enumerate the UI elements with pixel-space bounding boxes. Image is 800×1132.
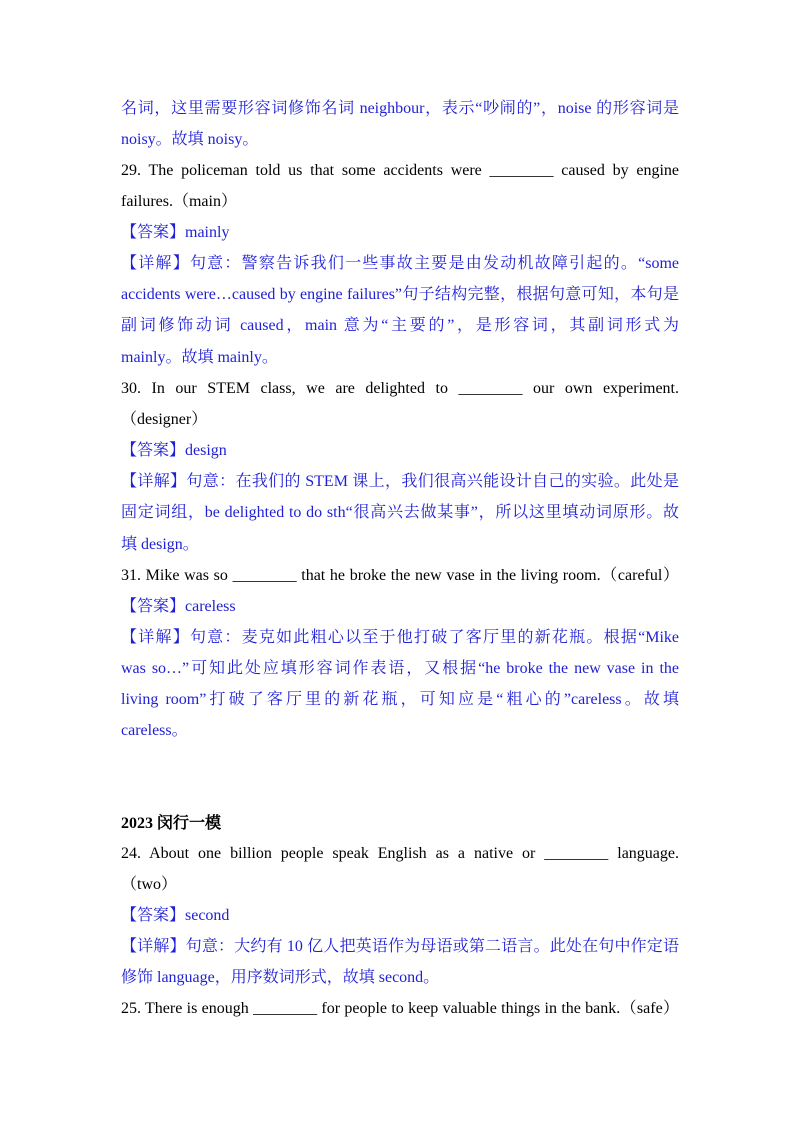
question-31-line-1: 31. Mike was so ________ that he broke the new vase in the living room.（careful）	[121, 567, 679, 584]
question-24-line-1: 24. About one billion people speak English as a native or ________ language.	[121, 845, 679, 862]
explanation-31-line-2: was so…”可知此处应填形容词作表语，又根据“he broke the new vase in the	[121, 660, 679, 677]
answer-30: 【答案】design	[121, 442, 227, 459]
explanation-28-line-1: 名词，这里需要形容词修饰名词 neighbour，表示“吵闹的”，noise 的形容词是	[121, 100, 679, 117]
question-24-line-2: （two）	[121, 876, 178, 893]
question-29-line-1: 29. The policeman told us that some accidents were ________ caused by engine	[121, 162, 679, 179]
answer-29: 【答案】mainly	[121, 224, 230, 241]
explanation-29-line-4: mainly。故填 mainly。	[121, 349, 278, 366]
explanation-30-line-2: 固定词组，be delighted to do sth“很高兴去做某事”，所以这里填动词原形。故	[121, 504, 679, 521]
explanation-31-line-1: 【详解】句意：麦克如此粗心以至于他打破了客厅里的新花瓶。根据“Mike	[121, 629, 679, 646]
explanation-31-line-3: living room”打破了客厅里的新花瓶，可知应是“粗心的”careless。故填	[121, 691, 679, 708]
explanation-29-line-3: 副词修饰动词 caused，main 意为“主要的”，是形容词，其副词形式为	[121, 317, 679, 334]
explanation-30-line-3: 填 design。	[121, 536, 199, 553]
explanation-24-line-2: 修饰 language，用序数词形式，故填 second。	[121, 969, 440, 986]
question-29-line-2: failures.（main）	[121, 193, 237, 210]
explanation-24-line-1: 【详解】句意：大约有 10 亿人把英语作为母语或第二语言。此处在句中作定语	[121, 938, 679, 955]
explanation-29-line-2: accidents were…caused by engine failures”句子结构完整，根据句意可知，本句是	[121, 286, 679, 303]
explanation-29-line-1: 【详解】句意：警察告诉我们一些事故主要是由发动机故障引起的。“some	[121, 255, 679, 272]
answer-24: 【答案】second	[121, 907, 230, 924]
explanation-30-line-1: 【详解】句意：在我们的 STEM 课上，我们很高兴能设计自己的实验。此处是	[121, 473, 679, 490]
explanation-28-line-2: noisy。故填 noisy。	[121, 131, 259, 148]
question-30-line-2: （designer）	[121, 411, 208, 428]
question-25-line-1: 25. There is enough ________ for people to keep valuable things in the bank.（safe）	[121, 1000, 679, 1017]
explanation-31-line-4: careless。	[121, 722, 188, 739]
answer-31: 【答案】careless	[121, 598, 236, 615]
question-30-line-1: 30. In our STEM class, we are delighted to ________ our own experiment.	[121, 380, 679, 397]
section-heading: 2023 闵行一模	[121, 815, 222, 832]
